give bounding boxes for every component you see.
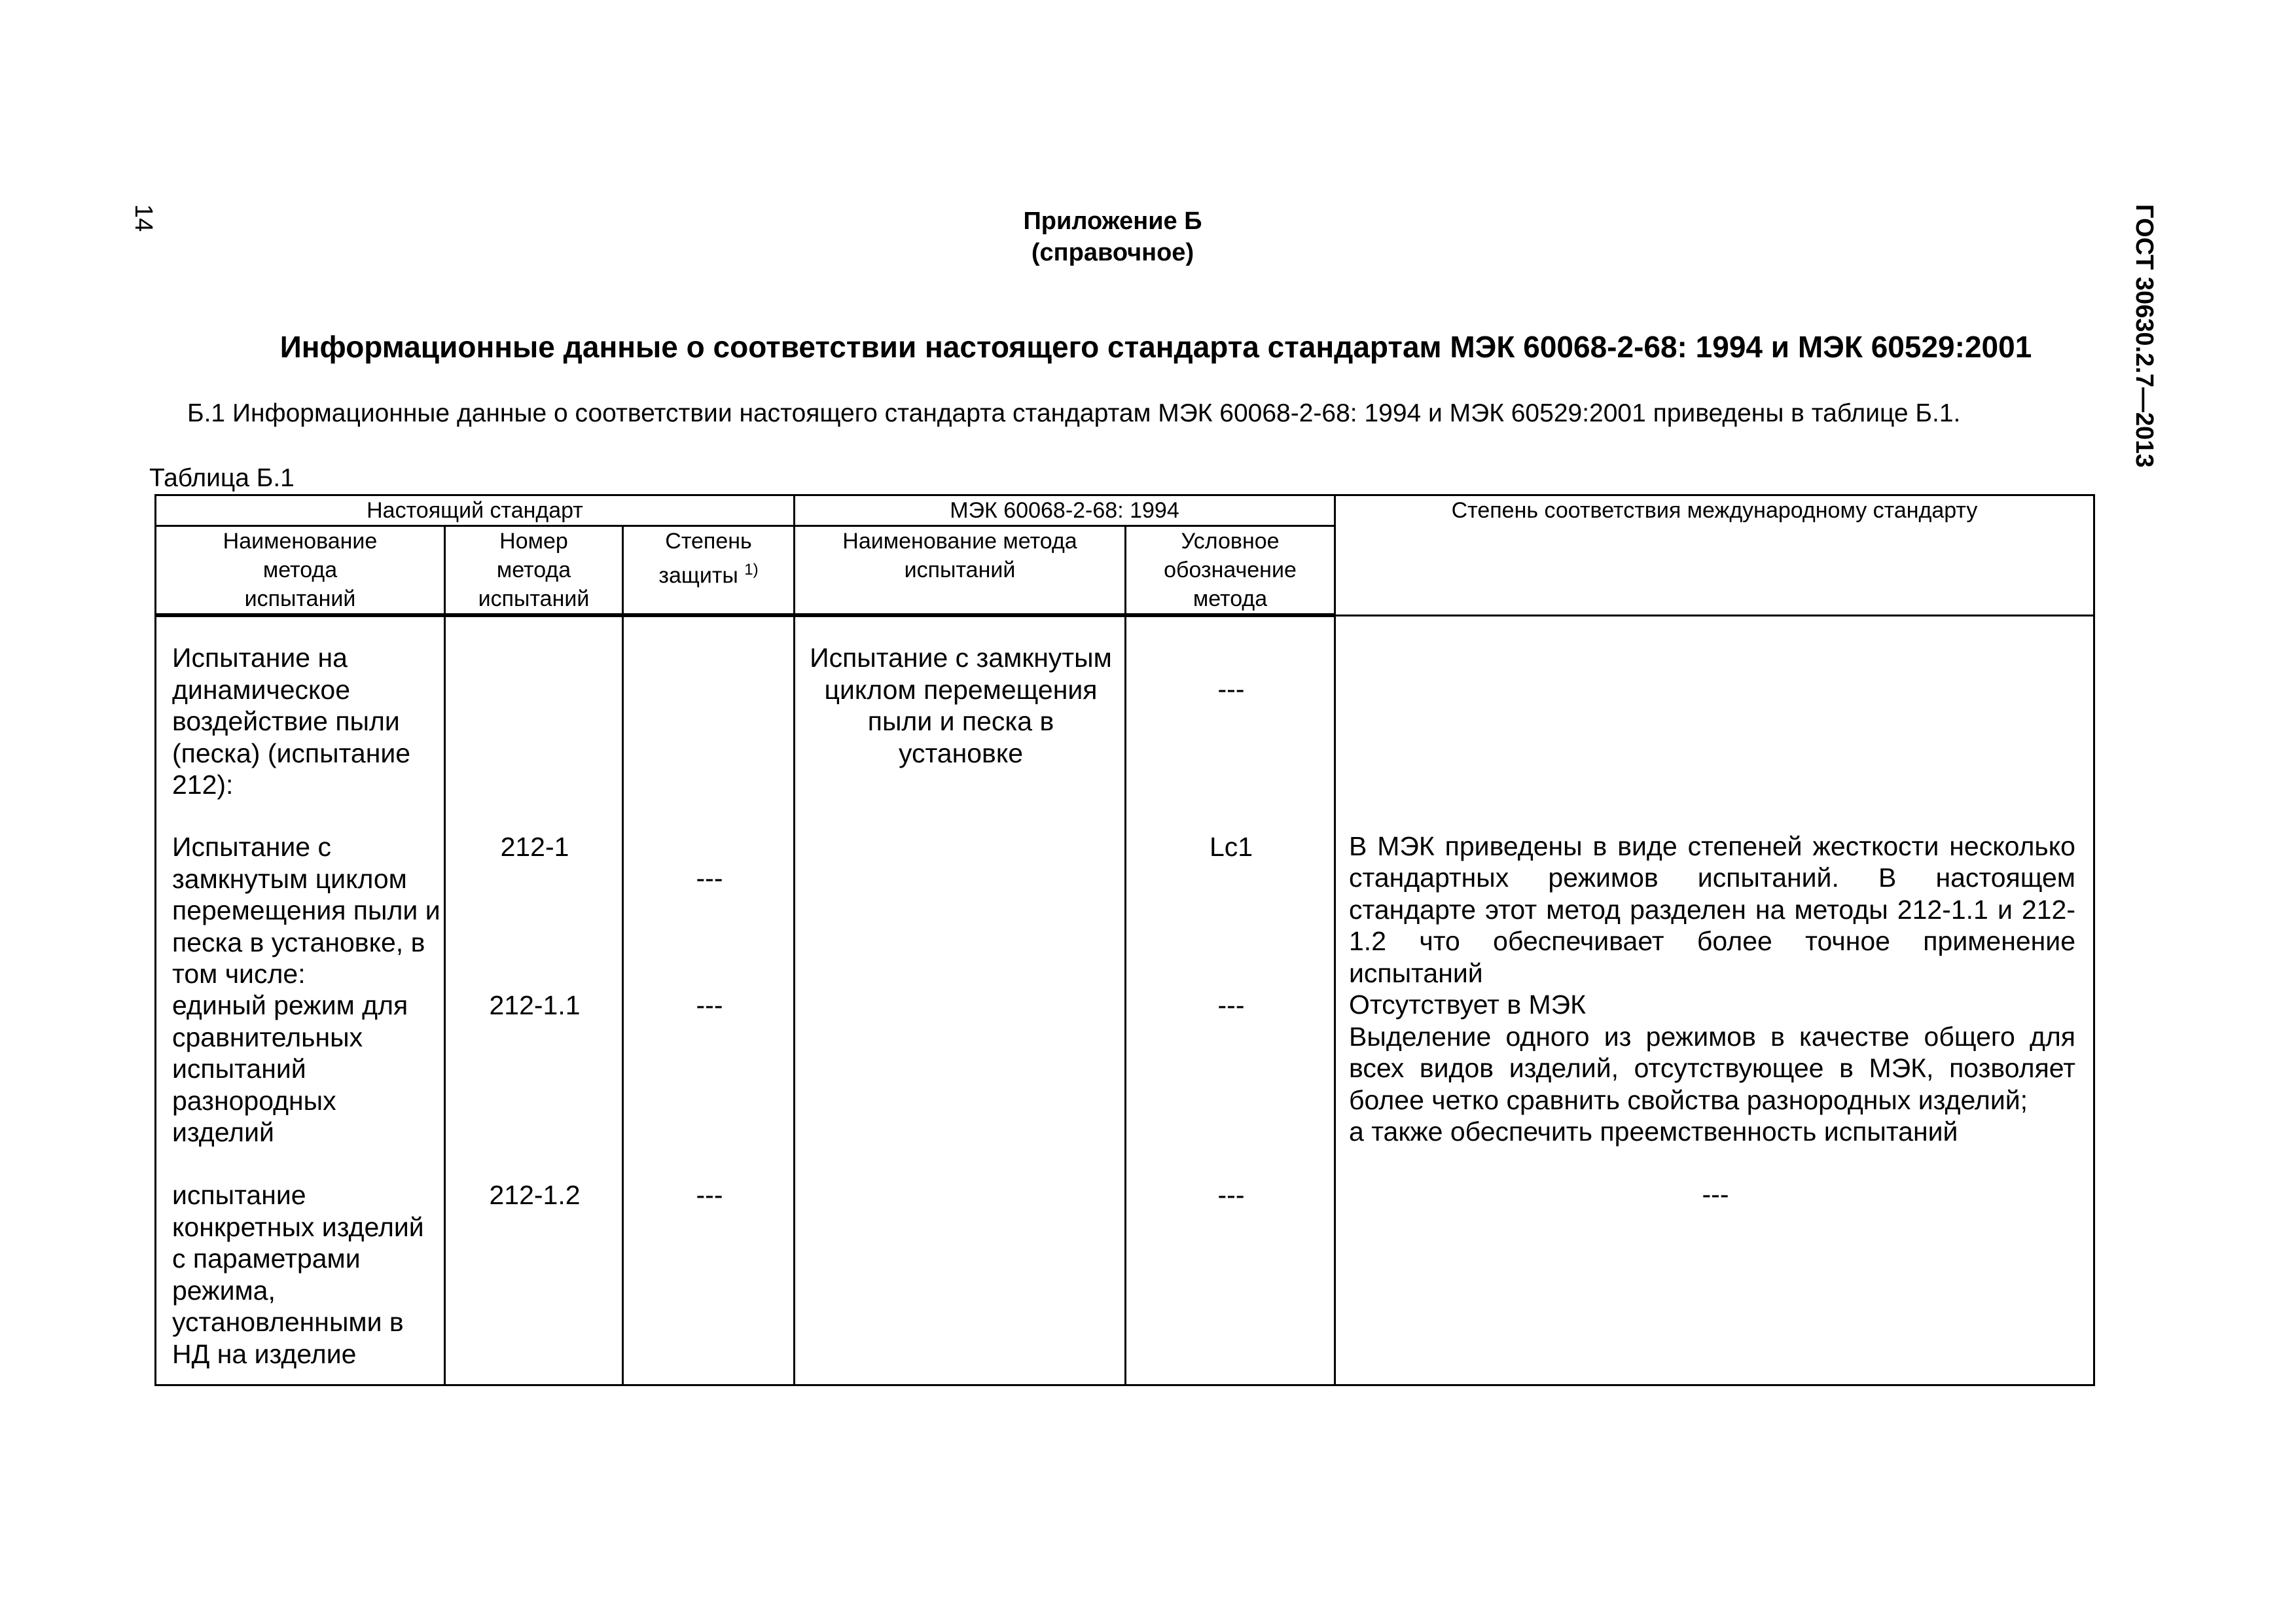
standard-code: ГОСТ 30630.2.7—2013 — [2130, 204, 2158, 468]
table-caption: Таблица Б.1 — [149, 464, 295, 492]
col-iec-method-name — [795, 615, 1126, 1385]
header-method-symbol: Условное обозначение метода — [1126, 526, 1335, 616]
header-degree-of-conformity: Степень соответствия международному стандарту — [1335, 495, 2094, 616]
col-method-name — [156, 615, 445, 1385]
col-method-symbol — [1126, 615, 1335, 1385]
protection-212-1-2: --- — [696, 1180, 723, 1210]
degree-212-1-1-absent: Отсутствует в МЭК — [1349, 989, 1587, 1020]
iec-method-name: Испытание с замкнутым циклом перемещения пыли и песка в установке — [810, 643, 1112, 768]
header-iec-standard: МЭК 60068-2-68: 1994 — [795, 495, 1335, 526]
method-number-212-1: 212-1 — [500, 832, 569, 862]
method-number-212-1-2: 212-1.2 — [489, 1180, 581, 1210]
header-method-name: Наименование метода испытаний — [156, 526, 445, 616]
protection-212-1: --- — [696, 863, 723, 893]
symbol-212-1-1: --- — [1217, 990, 1245, 1020]
page-number: 14 — [130, 204, 157, 232]
footnote-marker: 1) — [744, 561, 759, 579]
correspondence-table — [154, 494, 2095, 1386]
col-protection-degree — [623, 615, 795, 1385]
table-body-row — [156, 615, 2094, 1385]
header-method-number: Номер метода испытаний — [445, 526, 623, 616]
col-method-number — [445, 615, 623, 1385]
header-current-standard: Настоящий стандарт — [156, 495, 795, 526]
method-name-212: Испытание на динамическое воздействие пыли (песка) (испытание 212): — [172, 643, 411, 800]
method-number-212-1-1: 212-1.1 — [489, 990, 581, 1020]
method-name-212-1-1: единый режим для сравнительных испытаний разнородных изделий — [172, 990, 408, 1147]
appendix-title: Приложение Б — [1023, 207, 1202, 235]
header-iec-method-name: Наименование метода испытаний — [795, 526, 1126, 616]
intro-paragraph: Б.1 Информационные данные о соответствии настоящего стандарта стандартам МЭК 60068-2-68: 1994 и МЭК 60529:2001 приведены в таблице Б.1. — [187, 399, 1961, 427]
method-name-212-1: Испытание с замкнутым циклом перемещения пыли и песка в установке, в том числе: — [172, 832, 440, 989]
table-group-header-row — [156, 495, 2094, 526]
degree-212-1-1-explanation: Выделение одного из режимов в качестве общего для всех видов изделий, отсутствующее в МЭК, позволяет более четко сравнить свойства разнородных изделий; — [1349, 1021, 2075, 1115]
protection-212-1-1: --- — [696, 990, 723, 1020]
degree-212-1-2: --- — [1702, 1179, 1729, 1209]
degree-212-1-1-continuity: а также обеспечить преемственность испытаний — [1349, 1116, 1958, 1147]
document-title: Информационные данные о соответствии настоящего стандарта стандартам МЭК 60068-2-68: 1994 и МЭК 60529:2001 — [279, 330, 2032, 364]
symbol-212-1-2: --- — [1217, 1180, 1245, 1210]
symbol-212-1: Lc1 — [1209, 832, 1253, 862]
degree-212-1: В МЭК приведены в виде степеней жесткости несколько стандартных режимов испытаний. В настоящем стандарте этот метод разделен на методы 212-1.1 и 212-1.2 что обеспечивает более точное применение испытаний — [1349, 830, 2075, 988]
method-name-212-1-2: испытание конкретных изделий с параметрами режима, установленными в НД на изделие — [172, 1180, 424, 1369]
appendix-subtitle: (справочное) — [1031, 239, 1194, 266]
col-degree-of-conformity — [1335, 615, 2094, 1385]
symbol-212: --- — [1217, 674, 1245, 704]
header-protection-degree: Степень защиты $^{1)}$ — [623, 526, 795, 616]
